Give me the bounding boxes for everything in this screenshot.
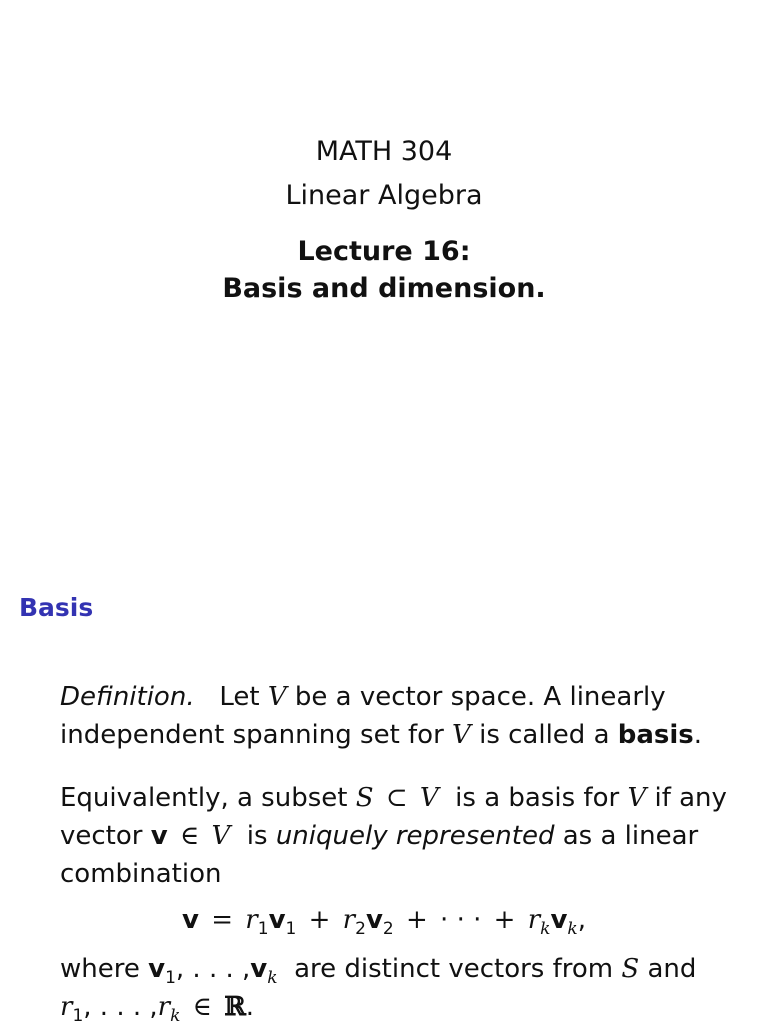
where-line-1 (60, 950, 750, 988)
text-fragment: where (60, 954, 140, 984)
where-paragraph (60, 950, 750, 1024)
text-fragment: is called a (479, 720, 610, 750)
coef-r: r (245, 905, 258, 935)
plus-symbol: + (405, 905, 428, 935)
vec-v: v (148, 954, 166, 984)
math-vec-v: v (150, 821, 168, 851)
text-fragment: and (647, 954, 697, 984)
plus-symbol: + (308, 905, 331, 935)
subscript: 1 (165, 968, 176, 988)
subscript: 2 (355, 919, 366, 939)
text-fragment: as a linear (562, 821, 699, 851)
definition-paragraph (60, 678, 750, 754)
text-fragment: if any (654, 783, 727, 813)
math-var-V: V (419, 783, 439, 813)
coef-r: r (60, 992, 73, 1022)
text-fragment: . (693, 720, 703, 750)
where-line-2 (60, 988, 750, 1024)
text-fragment: is (246, 821, 268, 851)
element-of-symbol: ∈ (192, 992, 212, 1022)
equivalently-paragraph (60, 779, 750, 893)
ellipsis: , . . . , (83, 992, 158, 1022)
math-var-V: V (452, 720, 471, 750)
course-code: MATH 304 (315, 136, 453, 167)
text-fragment: independent spanning set for (60, 720, 444, 750)
math-var-V: V (267, 682, 287, 712)
equals-symbol: = (211, 905, 234, 935)
basis-slide (0, 560, 768, 1024)
subscript: k (267, 968, 278, 988)
lecture-number: Lecture 16: (297, 236, 471, 267)
definition-label: Definition. (60, 682, 195, 712)
subscript: 2 (382, 919, 394, 939)
vec-v: v (268, 905, 286, 935)
coef-r: r (157, 992, 171, 1022)
formula-lhs: v (182, 905, 199, 935)
frame-title: Basis (19, 593, 94, 622)
element-of-symbol: ∈ (179, 821, 200, 851)
text-fragment: are distinct vectors from (294, 954, 614, 984)
math-var-S: S (355, 783, 374, 813)
math-var-V: V (627, 783, 647, 813)
period: . (245, 992, 255, 1022)
equivalently-line-3: combination (60, 859, 222, 889)
equivalently-line-1 (60, 779, 750, 817)
ellipsis: , . . . , (175, 954, 251, 984)
coef-r: r (527, 905, 541, 935)
subscript: k (567, 919, 578, 939)
uniquely-represented: uniquely represented (275, 821, 555, 851)
term-basis: basis (617, 720, 694, 750)
comma: , (577, 905, 586, 935)
reals-symbol: ℝ (224, 992, 246, 1022)
text-fragment: vector (60, 821, 143, 851)
math-var-S: S (621, 954, 640, 984)
text-fragment: Equivalently, a subset (60, 783, 348, 813)
text-fragment: is a basis for (455, 783, 620, 813)
plus-symbol: + (493, 905, 516, 935)
math-var-V: V (211, 821, 231, 851)
coef-r: r (342, 905, 356, 935)
subset-symbol: ⊂ (385, 783, 408, 813)
subscript: k (170, 1006, 181, 1024)
subscript: 1 (257, 919, 269, 939)
vec-v: v (365, 905, 383, 935)
subscript: 1 (72, 1006, 84, 1024)
text-fragment: Let (219, 682, 260, 712)
lecture-title: Basis and dimension. (222, 273, 546, 304)
text-fragment: be a vector space. A linearly (294, 682, 666, 712)
subscript: 1 (285, 919, 297, 939)
equivalently-line-2 (60, 817, 750, 855)
definition-line-2 (60, 716, 750, 754)
linear-combination-formula (0, 901, 768, 939)
vec-v: v (250, 954, 268, 984)
definition-line-1 (60, 678, 750, 716)
course-name: Linear Algebra (285, 180, 483, 211)
vec-v: v (550, 905, 568, 935)
ellipsis: · · · (440, 905, 482, 935)
subscript: k (540, 919, 551, 939)
